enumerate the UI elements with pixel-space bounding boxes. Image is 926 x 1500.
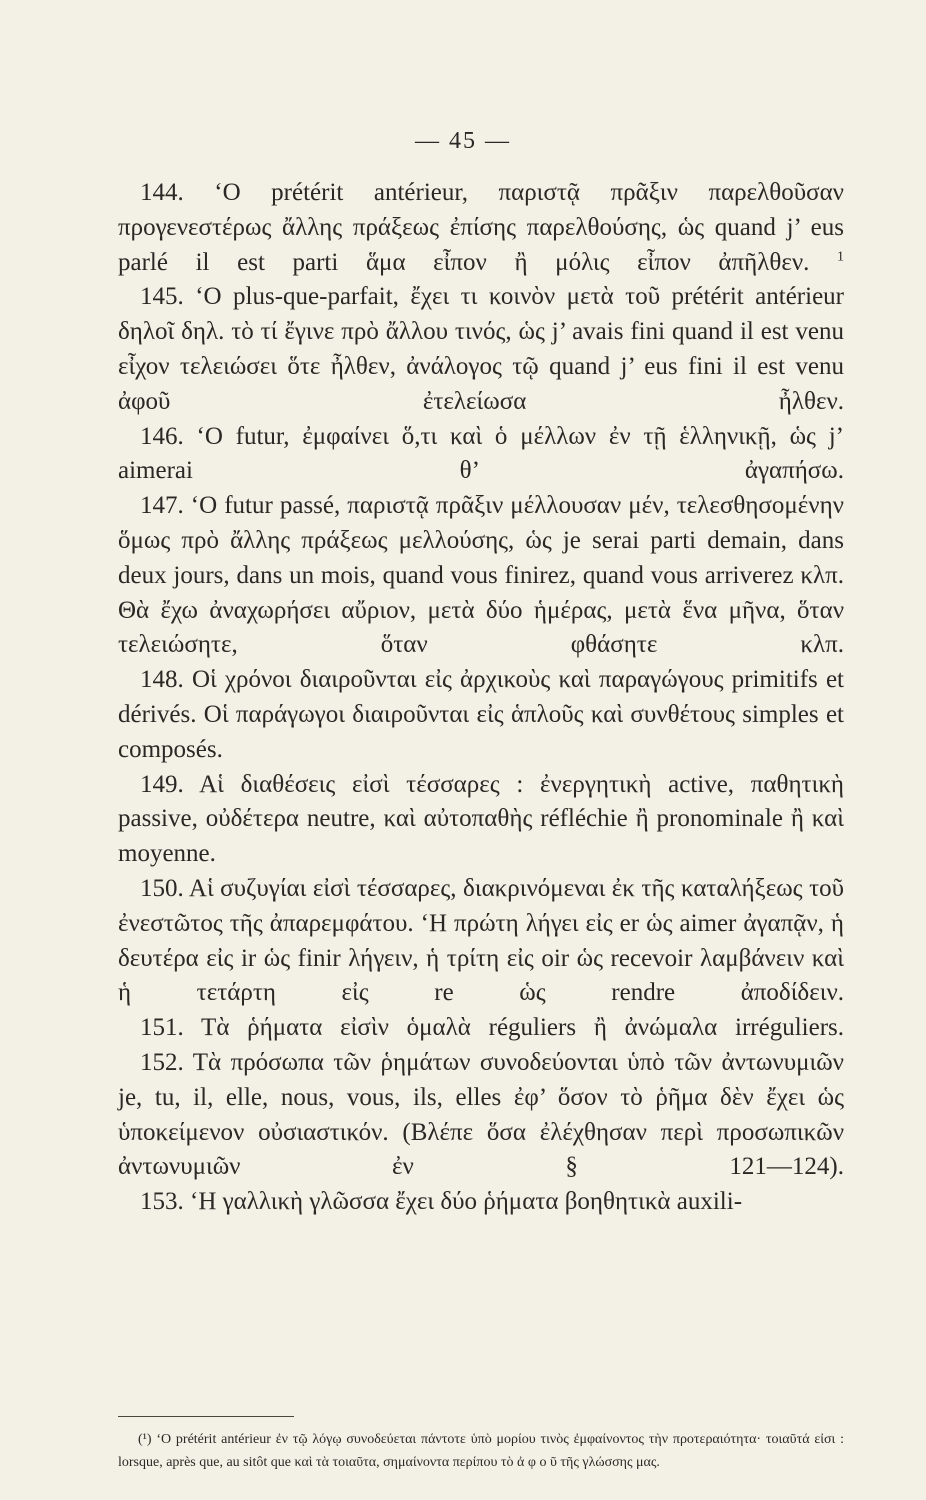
paragraph-144	[118, 176, 844, 280]
paragraph-153: 153. ‘Η γαλλικὴ γλῶσσα ἔχει δύο ῥήματα βοηθητικὰ auxili-	[140, 1188, 743, 1216]
paragraph-148: 148. Οἱ χρόνοι διαιροῦνται εἰς ἀρχικοὺς καὶ παραγώγους primitifs et dérivés. Οἱ παράγωγοι διαιροῦνται εἰς ἁπλοῦς καὶ συνθέτους simples et composés.	[118, 666, 844, 763]
page-number: — 45 —	[415, 128, 511, 154]
paragraph-text: 144. ‘Ο prétérit antérieur, παριστᾷ πρᾶξιν παρελθοῦσαν προγενεστέρως ἄλλης πράξεως ἐπίσης παρελθούσης, ὡς quand j’ eus parlé il est parti ἅμα εἶπον ἢ μόλις εἶπον ἀπῆλθεν.	[118, 179, 844, 276]
paragraph-149: 149. Αἱ διαθέσεις εἰσὶ τέσσαρες : ἐνεργητικὴ active, παθητικὴ passive, οὐδέτερα neutre, καὶ αὐτοπαθὴς réfléchie ἢ pronominale ἢ καὶ moyenne.	[118, 770, 844, 868]
paragraph-150: 150. Αἱ συζυγίαι εἰσὶ τέσσαρες, διακρινόμεναι ἐκ τῆς καταλήξεως τοῦ ἐνεστῶτος τῆς ἀπαρεμφάτου. ‘Η πρώτη λήγει εἰς er ὡς aimer ἀγαπᾷν, ἡ δευτέρα εἰς ir ὡς finir λήγειν, ἡ τρίτη εἰς oir ὡς recevoir λαμβάνειν καὶ ἡ τετάρτη εἰς re ὡς rendre ἀποδίδειν.	[118, 874, 844, 1007]
paragraph-151: 151. Τὰ ῥήματα εἰσὶν ὁμαλὰ réguliers ἢ ἀνώμαλα irréguliers.	[140, 1014, 844, 1042]
paragraph-152: 152. Τὰ πρόσωπα τῶν ῥημάτων συνοδεύονται ὑπὸ τῶν ἀντωνυμιῶν je, tu, il, elle, nous, vous, ils, elles ἐφ’ ὅσον τὸ ῥῆμα δὲν ἔχει ὡς ὑποκείμενον οὐσιαστικόν. (Βλέπε ὅσα ἐλέχθησαν περὶ προσωπικῶν ἀντωνυμιῶν ἐν § 121—124).	[118, 1048, 844, 1181]
paragraph-145: 145. ‘Ο plus-que-parfait, ἔχει τι κοινὸν μετὰ τοῦ prétérit antérieur δηλοῖ δηλ. τὸ τί ἔγινε πρὸ ἄλλου τινός, ὡς j’ avais fini quand il est venu εἶχον τελειώσει ὅτε ἦλθεν, ἀνάλογος τῷ quand j’ eus fini il est venu ἀφοῦ ἐτελείωσα ἦλθεν.	[118, 283, 844, 415]
body-text	[118, 176, 844, 1220]
paragraph-147: 147. ‘Ο futur passé, παριστᾷ πρᾶξιν μέλλουσαν μέν, τελεσθησομένην ὅμως πρὸ ἄλλης πράξεως μελλούσης, ὡς je serai parti demain, dans deux jours, dans un mois, quand vous finirez, quand vous arriverez κλπ. Θὰ ἔχω ἀναχωρήσει αὔριον, μετὰ δύο ἡμέρας, μετὰ ἕνα μῆνα, ὅταν τελειώσητε, ὅταν φθάσητε κλπ.	[118, 492, 844, 659]
footnote: (¹) ‘Ο prétérit antérieur ἐν τῷ λόγῳ συνοδεύεται πάντοτε ὑπὸ μορίου τινὸς ἐμφαίνοντος τὴν προτεραιότητα· τοιαῦτά εἰσι : lorsque, après que, au sitôt que καὶ τὰ τοιαῦτα, σημαίνοντα περίπου τὸ ἀ φ ο ῦ τῆς γλώσσης μας.	[118, 1432, 844, 1470]
paragraph-146: 146. ‘Ο futur, ἐμφαίνει ὅ,τι καὶ ὁ μέλλων ἐν τῇ ἑλληνικῇ, ὡς j’ aimerai θ’ ἀγαπήσω.	[118, 422, 844, 485]
footnote-reference: 1	[837, 249, 845, 265]
footnote-divider	[118, 1416, 294, 1417]
